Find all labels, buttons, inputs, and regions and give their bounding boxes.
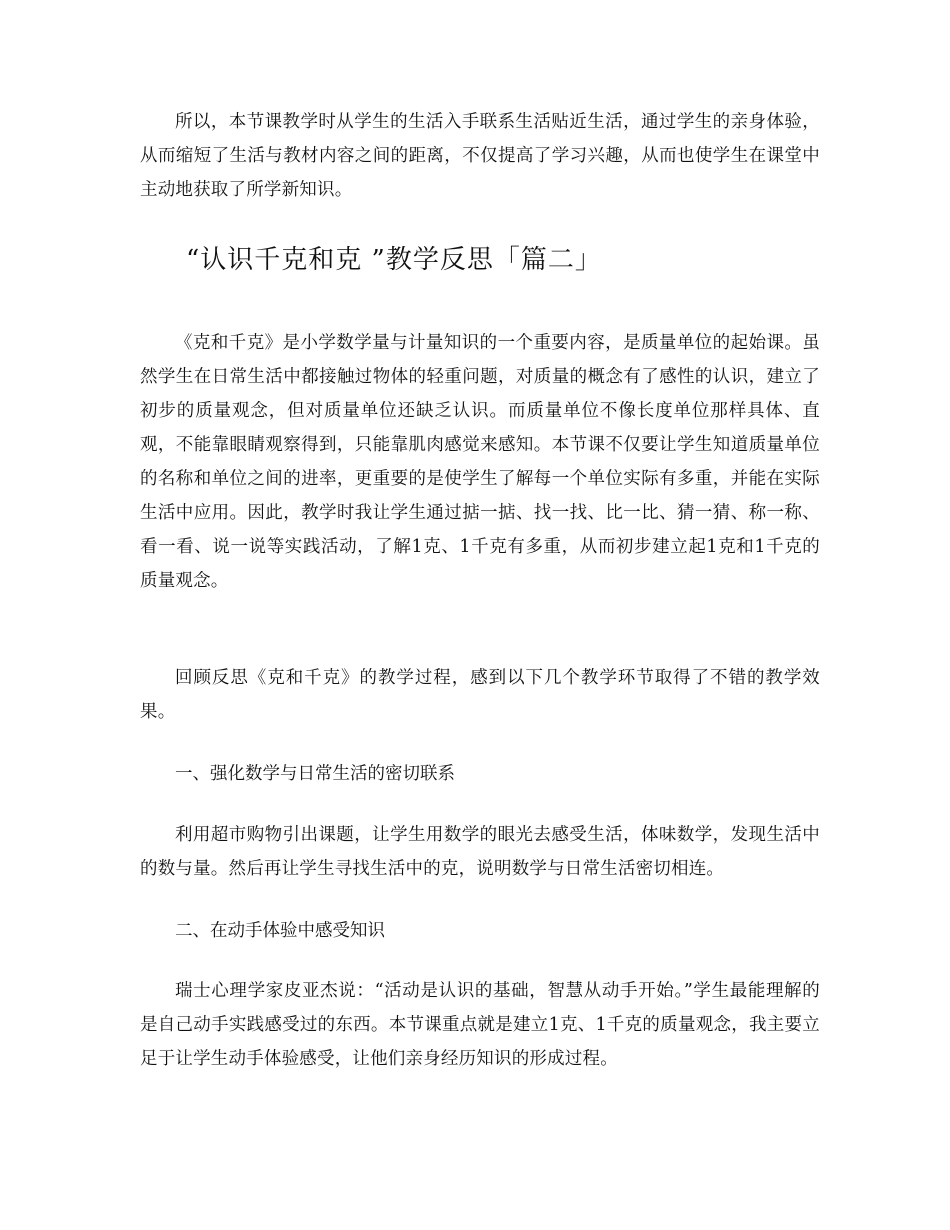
paragraph-1: 《克和千克》是小学数学量与计量知识的一个重要内容，是质量单位的起始课。虽然学生在日常生活中都接触过物体的轻重问题，对质量的概念有了感性的认识，建立了初步的质量观念，但对质量单位还缺乏认识。而质量单位不像长度单位那样具体、直观，不能靠眼睛观察得到，只能靠肌肉感觉来感知。本节课不仅要让学生知道质量单位的名称和单位之间的进率，更重要的是使学生了解每一个单位实际有多重，并能在实际生活中应用。因此，教学时我让学生通过掂一掂、找一找、比一比、猜一猜、称一称、看一看、说一说等实践活动，了解1克、1千克有多重，从而初步建立起1克和1千克的质量观念。	[140, 333, 820, 591]
paragraph-4: 瑞士心理学家皮亚杰说：“活动是认识的基础，智慧从动手开始。”学生最能理解的是自己动手实践感受过的东西。本节课重点就是建立1克、1千克的质量观念，我主要立足于让学生动手体验感受，让他们亲身经历知识的形成过程。	[140, 981, 820, 1069]
section-heading: “认识千克和克 ”教学反思「篇二」	[186, 245, 602, 275]
paragraph-intro: 所以，本节课教学时从学生的生活入手联系生活贴近生活，通过学生的亲身体验，从而缩短了生活与教材内容之间的距离，不仅提高了学习兴趣，从而也使学生在课堂中主动地获取了所学新知识。	[140, 112, 820, 200]
subheading-1: 一、强化数学与日常生活的密切联系	[175, 764, 455, 784]
subheading-2: 二、在动手体验中感受知识	[175, 921, 385, 941]
paragraph-2: 回顾反思《克和千克》的教学过程，感到以下几个教学环节取得了不错的教学效果。	[140, 668, 820, 722]
paragraph-3: 利用超市购物引出课题，让学生用数学的眼光去感受生活，体味数学，发现生活中的数与量。然后再让学生寻找生活中的克，说明数学与日常生活密切相连。	[140, 825, 820, 879]
